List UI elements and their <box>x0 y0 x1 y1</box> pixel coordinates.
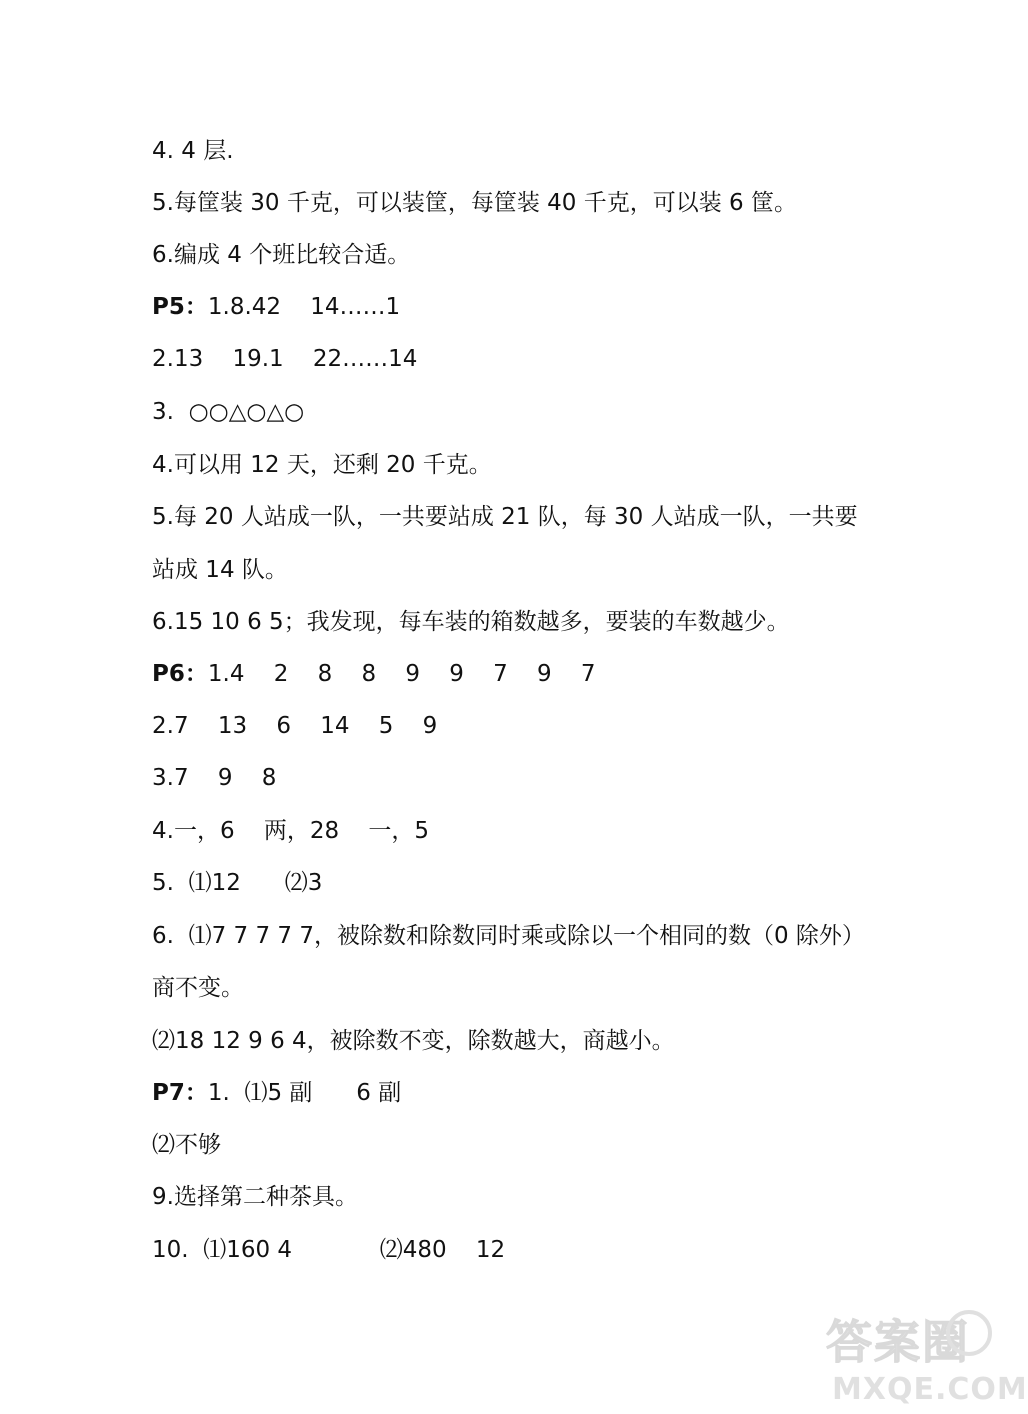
answer-line <box>152 1078 401 1108</box>
answer-line <box>152 711 437 741</box>
answer-line <box>152 502 858 532</box>
answer-line <box>152 659 595 689</box>
answer-line <box>152 1130 221 1160</box>
answer-text: 1. ⑴5 副 6 副 <box>207 1080 402 1106</box>
answer-text: ⑵18 12 9 6 4，被除数不变，除数越大，商越小。 <box>152 1028 675 1054</box>
answer-text: 6. ⑴7 7 7 7 7，被除数和除数同时乘或除以一个相同的数（0 除外） <box>152 923 865 949</box>
answer-line <box>152 1235 505 1265</box>
answer-text: 2.7 13 6 14 5 9 <box>152 713 438 739</box>
answer-line <box>152 397 304 427</box>
answer-text: 1.4 2 8 8 9 9 7 9 7 <box>207 661 596 687</box>
answer-line <box>152 1182 358 1212</box>
answer-text: 3.7 9 8 <box>152 765 277 791</box>
page-label: P7： <box>152 1080 208 1106</box>
answer-line <box>152 136 234 166</box>
answer-line <box>152 607 790 637</box>
answer-text: 6.编成 4 个班比较合适。 <box>152 242 411 268</box>
answer-text: 5.每筐装 30 千克，可以装筐，每筐装 40 千克，可以装 6 筐。 <box>152 190 797 216</box>
answer-line <box>152 868 322 898</box>
answer-line <box>152 763 276 793</box>
answer-text: 1.8.42 14……1 <box>207 294 401 320</box>
answer-line <box>152 555 288 585</box>
watermark-logo <box>826 1306 1028 1410</box>
watermark-badge-icon <box>946 1310 992 1356</box>
answer-text: 5.每 20 人站成一队，一共要站成 21 队，每 30 人站成一队，一共要 <box>152 504 858 530</box>
answer-text: 5. ⑴12 ⑵3 <box>152 870 323 896</box>
answer-text: 2.13 19.1 22……14 <box>152 346 418 372</box>
page-label: P5： <box>152 294 208 320</box>
watermark-top-text: 答案圈 <box>826 1315 970 1369</box>
answer-text: 4.一，6 两，28 一，5 <box>152 818 429 844</box>
answer-line <box>152 973 244 1003</box>
answer-line <box>152 816 429 846</box>
answer-line <box>152 921 865 951</box>
answer-line <box>152 292 400 322</box>
answer-line <box>152 450 492 480</box>
answer-line <box>152 344 417 374</box>
answer-text: 10. ⑴160 4 ⑵480 12 <box>152 1237 506 1263</box>
watermark-site-text: MXQE.COM <box>832 1372 1028 1407</box>
answer-line <box>152 240 410 270</box>
answer-text: 4. 4 层. <box>152 138 234 164</box>
answer-text: 6.15 10 6 5；我发现，每车装的箱数越多，要装的车数越少。 <box>152 609 790 635</box>
answer-line <box>152 1026 675 1056</box>
page-label: P6： <box>152 661 208 687</box>
answer-text: 4.可以用 12 天，还剩 20 千克。 <box>152 452 492 478</box>
answer-text: 9.选择第二种茶具。 <box>152 1184 358 1210</box>
answer-text: 3. ○○△○△○ <box>152 399 305 425</box>
answer-text: ⑵不够 <box>152 1132 221 1158</box>
answer-text: 商不变。 <box>152 975 244 1001</box>
answer-line <box>152 188 797 218</box>
answer-text: 站成 14 队。 <box>152 557 288 583</box>
